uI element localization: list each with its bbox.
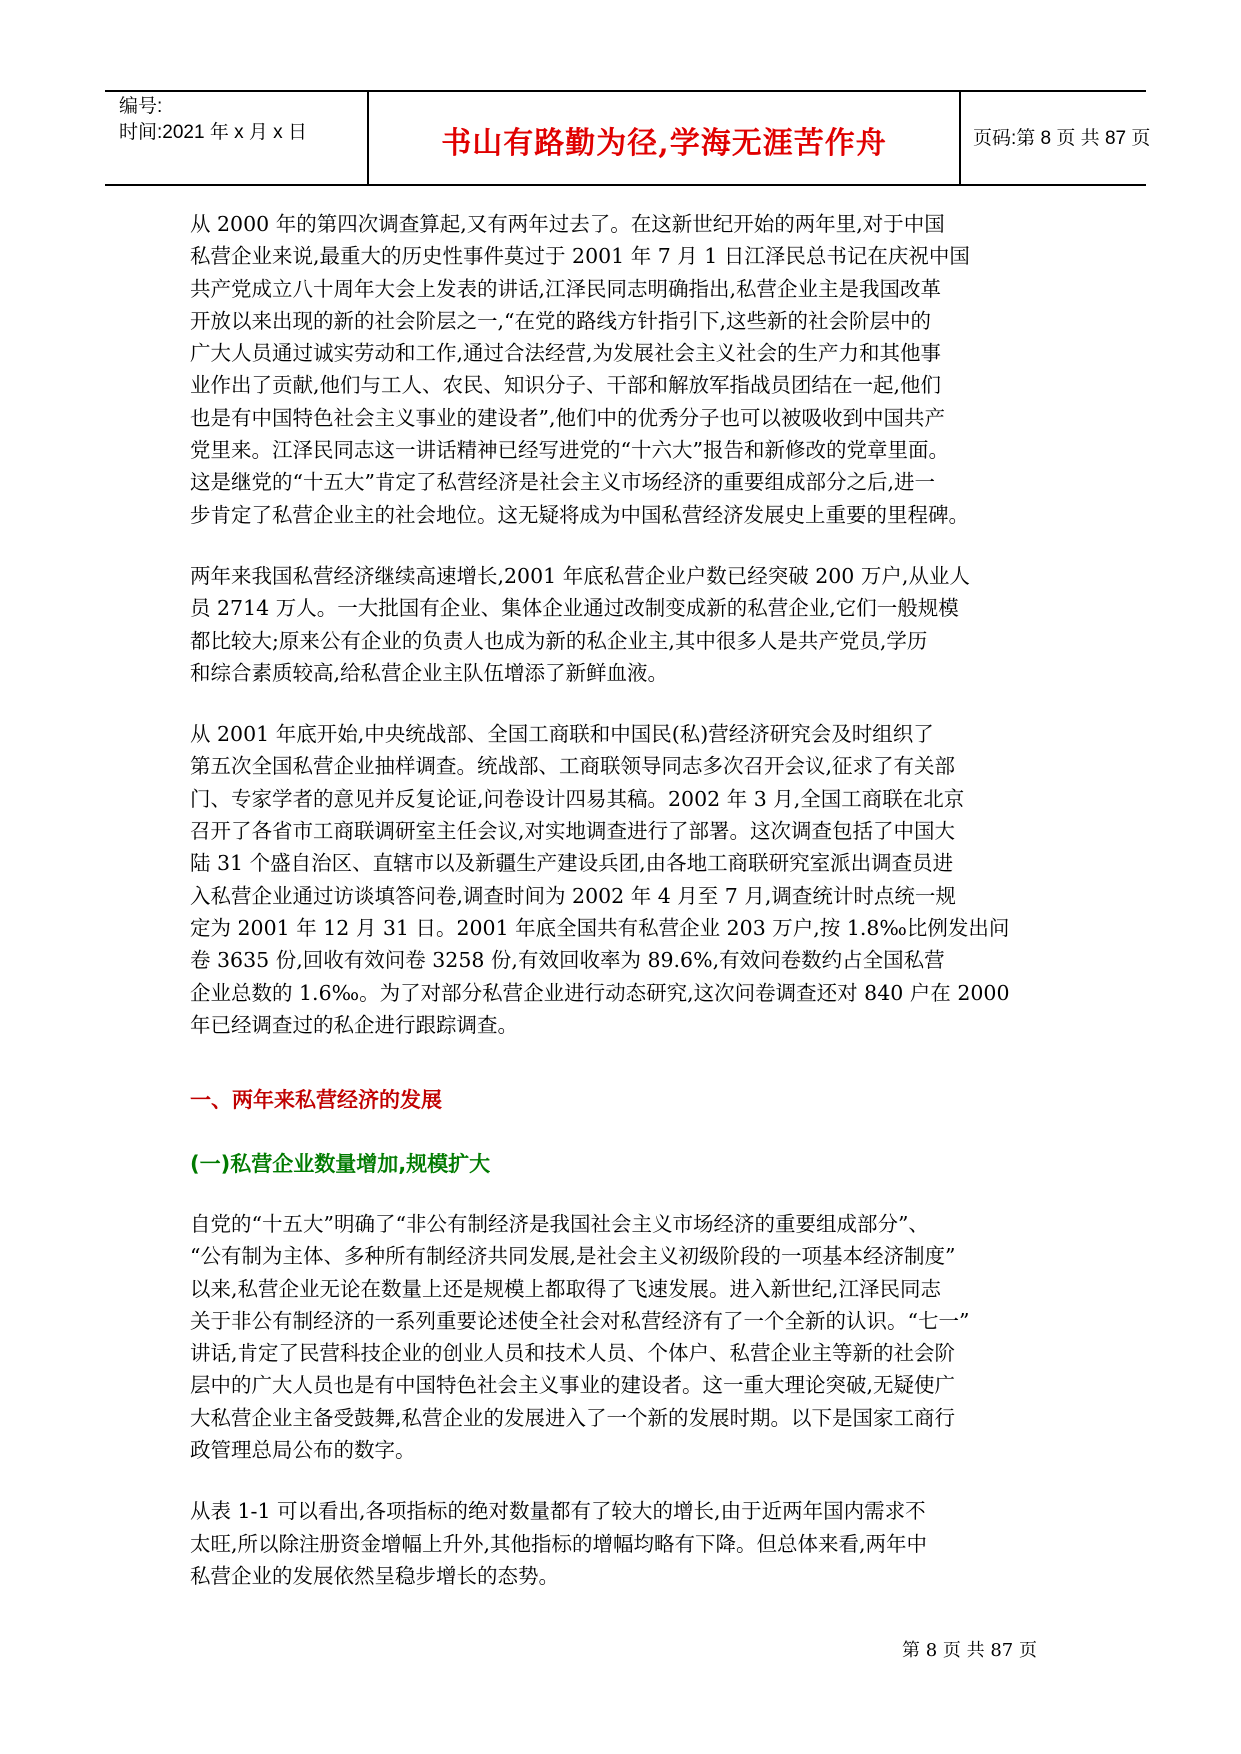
text-line: 企业总数的 1.6‰。为了对部分私营企业进行动态研究,这次问卷调查还对 840 户在 2000 bbox=[190, 980, 1010, 1005]
text-line: 年已经调查过的私企进行跟踪调查。 bbox=[190, 1012, 518, 1037]
paragraph-2 bbox=[190, 560, 1070, 689]
header-middle-cell bbox=[369, 92, 961, 184]
section-heading-1: 一、两年来私营经济的发展 bbox=[190, 1088, 442, 1112]
text-line: 业作出了贡献,他们与工人、农民、知识分子、干部和解放军指战员团结在一起,他们 bbox=[190, 373, 942, 398]
text-line: 私营企业的发展依然呈稳步增长的态势。 bbox=[190, 1563, 559, 1588]
header-page-number: 页码:第 8 页 共 87 页 bbox=[973, 128, 1151, 149]
text-line: 门、专家学者的意见并反复论证,问卷设计四易其稿。2002 年 3 月,全国工商联在北京 bbox=[190, 786, 965, 811]
text-line: 政管理总局公布的数字。 bbox=[190, 1438, 416, 1463]
text-line: 开放以来出现的新的社会阶层之一,“在党的路线方针指引下,这些新的社会阶层中的 bbox=[190, 308, 932, 333]
paragraph-1 bbox=[190, 208, 1070, 531]
paragraph-4 bbox=[190, 1208, 1070, 1466]
header-right-cell bbox=[961, 92, 1151, 184]
text-line: 以来,私营企业无论在数量上还是规模上都取得了飞速发展。进入新世纪,江泽民同志 bbox=[190, 1276, 942, 1301]
text-line: 讲话,肯定了民营科技企业的创业人员和技术人员、个体户、私营企业主等新的社会阶 bbox=[190, 1341, 956, 1366]
text-line: 步肯定了私营企业主的社会地位。这无疑将成为中国私营经济发展史上重要的里程碑。 bbox=[190, 502, 969, 527]
body-text-top bbox=[190, 208, 1070, 1041]
section-heading-2: (一)私营企业数量增加,规模扩大 bbox=[190, 1152, 491, 1176]
text-line: 员 2714 万人。一大批国有企业、集体企业通过改制变成新的私营企业,它们一般规模 bbox=[190, 596, 959, 621]
text-line: 共产党成立八十周年大会上发表的讲话,江泽民同志明确指出,私营企业主是我国改革 bbox=[190, 276, 942, 301]
text-line: 第五次全国私营企业抽样调查。统战部、工商联领导同志多次召开会议,征求了有关部 bbox=[190, 754, 956, 779]
document-time-label: 时间:2021 年 x 月 x 日 bbox=[119, 122, 307, 143]
text-line: 关于非公有制经济的一系列重要论述使全社会对私营经济有了一个全新的认识。“七一” bbox=[190, 1308, 970, 1333]
text-line: 太旺,所以除注册资金增幅上升外,其他指标的增幅均略有下降。但总体来看,两年中 bbox=[190, 1531, 928, 1556]
text-line: 召开了各省市工商联调研室主任会议,对实地调查进行了部署。这次调查包括了中国大 bbox=[190, 819, 956, 844]
text-line: 私营企业来说,最重大的历史性事件莫过于 2001 年 7 月 1 日江泽民总书记在庆祝中国 bbox=[190, 244, 970, 269]
text-line: 也是有中国特色社会主义事业的建设者”,他们中的优秀分子也可以被吸收到中国共产 bbox=[190, 405, 945, 430]
text-line: 从 2001 年底开始,中央统战部、全国工商联和中国民(私)营经济研究会及时组织了 bbox=[190, 722, 934, 747]
text-line: 都比较大;原来公有企业的负责人也成为新的私企业主,其中很多人是共产党员,学历 bbox=[190, 628, 928, 653]
header-left-cell bbox=[105, 92, 369, 184]
text-line: 大私营企业主备受鼓舞,私营企业的发展进入了一个新的发展时期。以下是国家工商行 bbox=[190, 1405, 956, 1430]
page-footer: 第 8 页 共 87 页 bbox=[902, 1640, 1037, 1661]
text-line: 两年来我国私营经济继续高速增长,2001 年底私营企业户数已经突破 200 万户,从业人 bbox=[190, 563, 970, 588]
text-line: 和综合素质较高,给私营企业主队伍增添了新鲜血液。 bbox=[190, 660, 669, 685]
body-text-bottom bbox=[190, 1208, 1070, 1592]
text-line: 这是继党的“十五大”肯定了私营经济是社会主义市场经济的重要组成部分之后,进一 bbox=[190, 470, 935, 495]
header-motto: 书山有路勤为径,学海无涯苦作舟 bbox=[441, 126, 887, 161]
text-line: 入私营企业通过访谈填答问卷,调查时间为 2002 年 4 月至 7 月,调查统计时点统一规 bbox=[190, 883, 956, 908]
text-line: 卷 3635 份,回收有效问卷 3258 份,有效回收率为 89.6%,有效问卷数约占全国私营 bbox=[190, 948, 945, 973]
text-line: 自党的“十五大”明确了“非公有制经济是我国社会主义市场经济的重要组成部分”、 bbox=[190, 1212, 929, 1236]
text-line: 从表 1-1 可以看出,各项指标的绝对数量都有了较大的增长,由于近两年国内需求不 bbox=[190, 1499, 926, 1524]
text-line: “公有制为主体、多种所有制经济共同发展,是社会主义初级阶段的一项基本经济制度” bbox=[190, 1244, 956, 1269]
text-line: 党里来。江泽民同志这一讲话精神已经写进党的“十六大”报告和新修改的党章里面。 bbox=[190, 438, 949, 463]
paragraph-3 bbox=[190, 718, 1070, 1041]
text-line: 定为 2001 年 12 月 31 日。2001 年底全国共有私营企业 203 万户,按 1.8‰比例发出问 bbox=[190, 915, 1010, 940]
text-line: 层中的广大人员也是有中国特色社会主义事业的建设者。这一重大理论突破,无疑使广 bbox=[190, 1373, 956, 1398]
paragraph-5 bbox=[190, 1495, 1070, 1592]
text-line: 陆 31 个盛自治区、直辖市以及新疆生产建设兵团,由各地工商联研究室派出调查员进 bbox=[190, 851, 954, 876]
text-line: 从 2000 年的第四次调查算起,又有两年过去了。在这新世纪开始的两年里,对于中国 bbox=[190, 212, 945, 236]
document-number-label: 编号: bbox=[119, 96, 163, 117]
text-line: 广大人员通过诚实劳动和工作,通过合法经营,为发展社会主义社会的生产力和其他事 bbox=[190, 341, 942, 366]
page-header bbox=[105, 90, 1151, 186]
